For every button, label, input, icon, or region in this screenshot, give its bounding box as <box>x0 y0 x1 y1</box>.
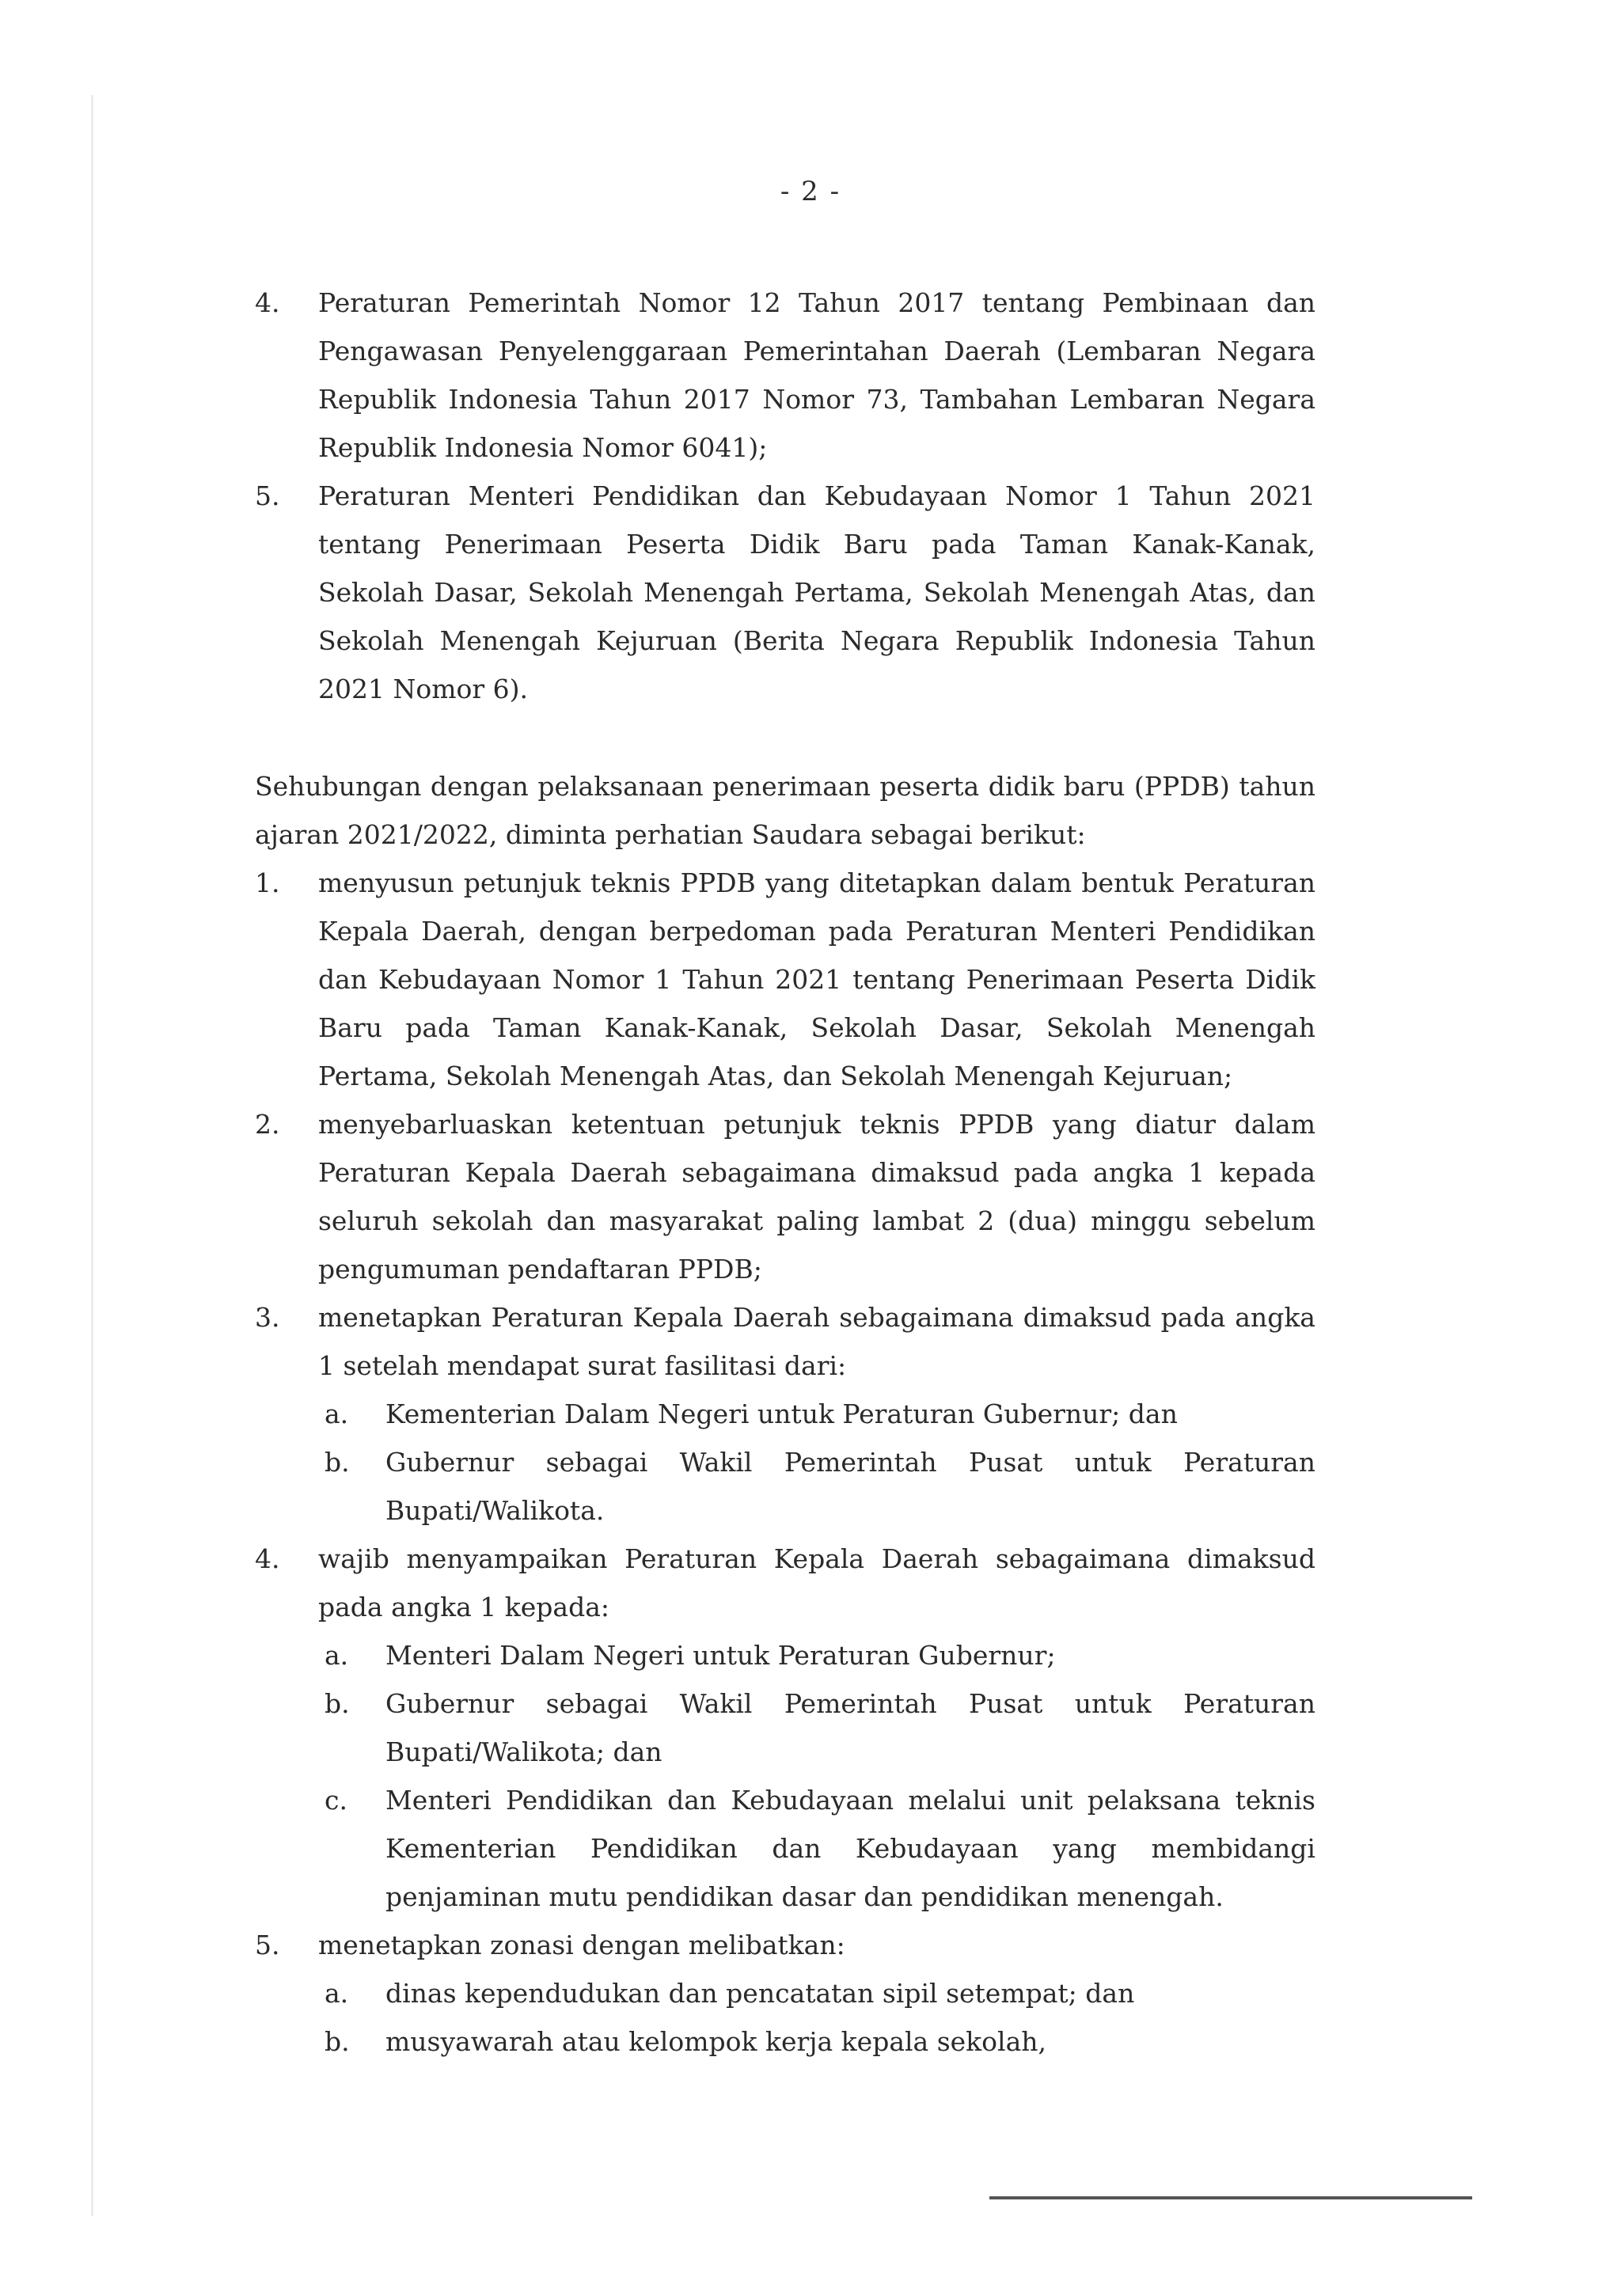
sub-letter: b. <box>325 1688 350 1719</box>
sub-text: Gubernur sebagai Wakil Pemerintah Pusat untuk Peraturan Bupati/Walikota; dan <box>385 1688 1315 1767</box>
sub-text: dinas kependudukan dan pencatatan sipil setempat; dan <box>385 1978 1135 2009</box>
instruction-item-3 <box>255 1293 1315 1390</box>
list-number: 5. <box>255 480 280 511</box>
list-text: Peraturan Pemerintah Nomor 12 Tahun 2017 tentang Pembinaan dan Pengawasan Penyelenggaraan Pemerintahan Daerah (Lembaran Negara Republik Indonesia Tahun 2017 Nomor 73, Tambahan Lembaran Negara Republik Indonesia Nomor 6041); <box>318 287 1315 463</box>
list-number: 1. <box>255 867 280 898</box>
list-text: Peraturan Menteri Pendidikan dan Kebudayaan Nomor 1 Tahun 2021 tentang Penerimaan Peserta Didik Baru pada Taman Kanak-Kanak, Sekolah Dasar, Sekolah Menengah Pertama, Sekolah Menengah Atas, dan Sekolah Menengah Kejuruan (Berita Negara Republik Indonesia Tahun 2021 Nomor 6). <box>318 480 1315 704</box>
sub-letter: b. <box>325 1447 350 1478</box>
sub-letter: b. <box>325 2026 350 2057</box>
legal-basis-item-4 <box>255 279 1315 472</box>
list-text: wajib menyampaikan Peraturan Kepala Daerah sebagaimana dimaksud pada angka 1 kepada: <box>318 1543 1315 1622</box>
instruction-5-sub-a <box>255 1969 1315 2017</box>
list-text: menyebarluaskan ketentuan petunjuk teknis PPDB yang diatur dalam Peraturan Kepala Daerah sebagaimana dimaksud pada angka 1 kepada seluruh sekolah dan masyarakat paling lambat 2 (dua) minggu sebelum pengumuman pendaftaran PPDB; <box>318 1109 1315 1285</box>
document-body <box>255 279 1315 2066</box>
intro-paragraph: Sehubungan dengan pelaksanaan penerimaan peserta didik baru (PPDB) tahun ajaran 2021/2022, diminta perhatian Saudara sebagai berikut: <box>255 771 1315 850</box>
sub-text: Menteri Dalam Negeri untuk Peraturan Gubernur; <box>385 1640 1056 1671</box>
sub-text: musyawarah atau kelompok kerja kepala sekolah, <box>385 2026 1047 2057</box>
sub-text: Menteri Pendidikan dan Kebudayaan melalui unit pelaksana teknis Kementerian Pendidikan dan Kebudayaan yang membidangi penjaminan mutu pendidikan dasar dan pendidikan menengah. <box>385 1785 1315 1912</box>
page-number: - 2 - <box>780 176 841 207</box>
list-number: 4. <box>255 287 280 318</box>
list-text: menetapkan Peraturan Kepala Daerah sebagaimana dimaksud pada angka 1 setelah mendapat surat fasilitasi dari: <box>318 1302 1315 1381</box>
instruction-4-sub-c <box>255 1776 1315 1921</box>
sub-letter: a. <box>325 1978 349 2009</box>
footer-rule <box>989 2196 1472 2199</box>
instruction-4-sub-a <box>255 1631 1315 1679</box>
sub-letter: a. <box>325 1640 349 1671</box>
list-number: 4. <box>255 1543 280 1574</box>
legal-basis-item-5 <box>255 472 1315 713</box>
instruction-3-sub-a <box>255 1390 1315 1438</box>
scan-edge-shadow <box>91 95 93 2216</box>
list-number: 5. <box>255 1930 280 1960</box>
sub-text: Gubernur sebagai Wakil Pemerintah Pusat untuk Peraturan Bupati/Walikota. <box>385 1447 1315 1526</box>
list-text: menetapkan zonasi dengan melibatkan: <box>318 1930 845 1960</box>
sub-letter: a. <box>325 1398 349 1429</box>
instruction-item-1 <box>255 859 1315 1100</box>
instruction-3-sub-b <box>255 1438 1315 1535</box>
sub-text: Kementerian Dalam Negeri untuk Peraturan Gubernur; dan <box>385 1398 1178 1429</box>
instruction-item-4 <box>255 1535 1315 1631</box>
sub-letter: c. <box>325 1785 347 1816</box>
instruction-4-sub-b <box>255 1679 1315 1776</box>
instruction-item-2 <box>255 1100 1315 1293</box>
instruction-item-5 <box>255 1921 1315 1969</box>
list-number: 3. <box>255 1302 280 1333</box>
list-text: menyusun petunjuk teknis PPDB yang ditetapkan dalam bentuk Peraturan Kepala Daerah, dengan berpedoman pada Peraturan Menteri Pendidikan dan Kebudayaan Nomor 1 Tahun 2021 tentang Penerimaan Peserta Didik Baru pada Taman Kanak-Kanak, Sekolah Dasar, Sekolah Menengah Pertama, Sekolah Menengah Atas, dan Sekolah Menengah Kejuruan; <box>318 867 1315 1091</box>
instruction-5-sub-b <box>255 2017 1315 2066</box>
list-number: 2. <box>255 1109 280 1140</box>
